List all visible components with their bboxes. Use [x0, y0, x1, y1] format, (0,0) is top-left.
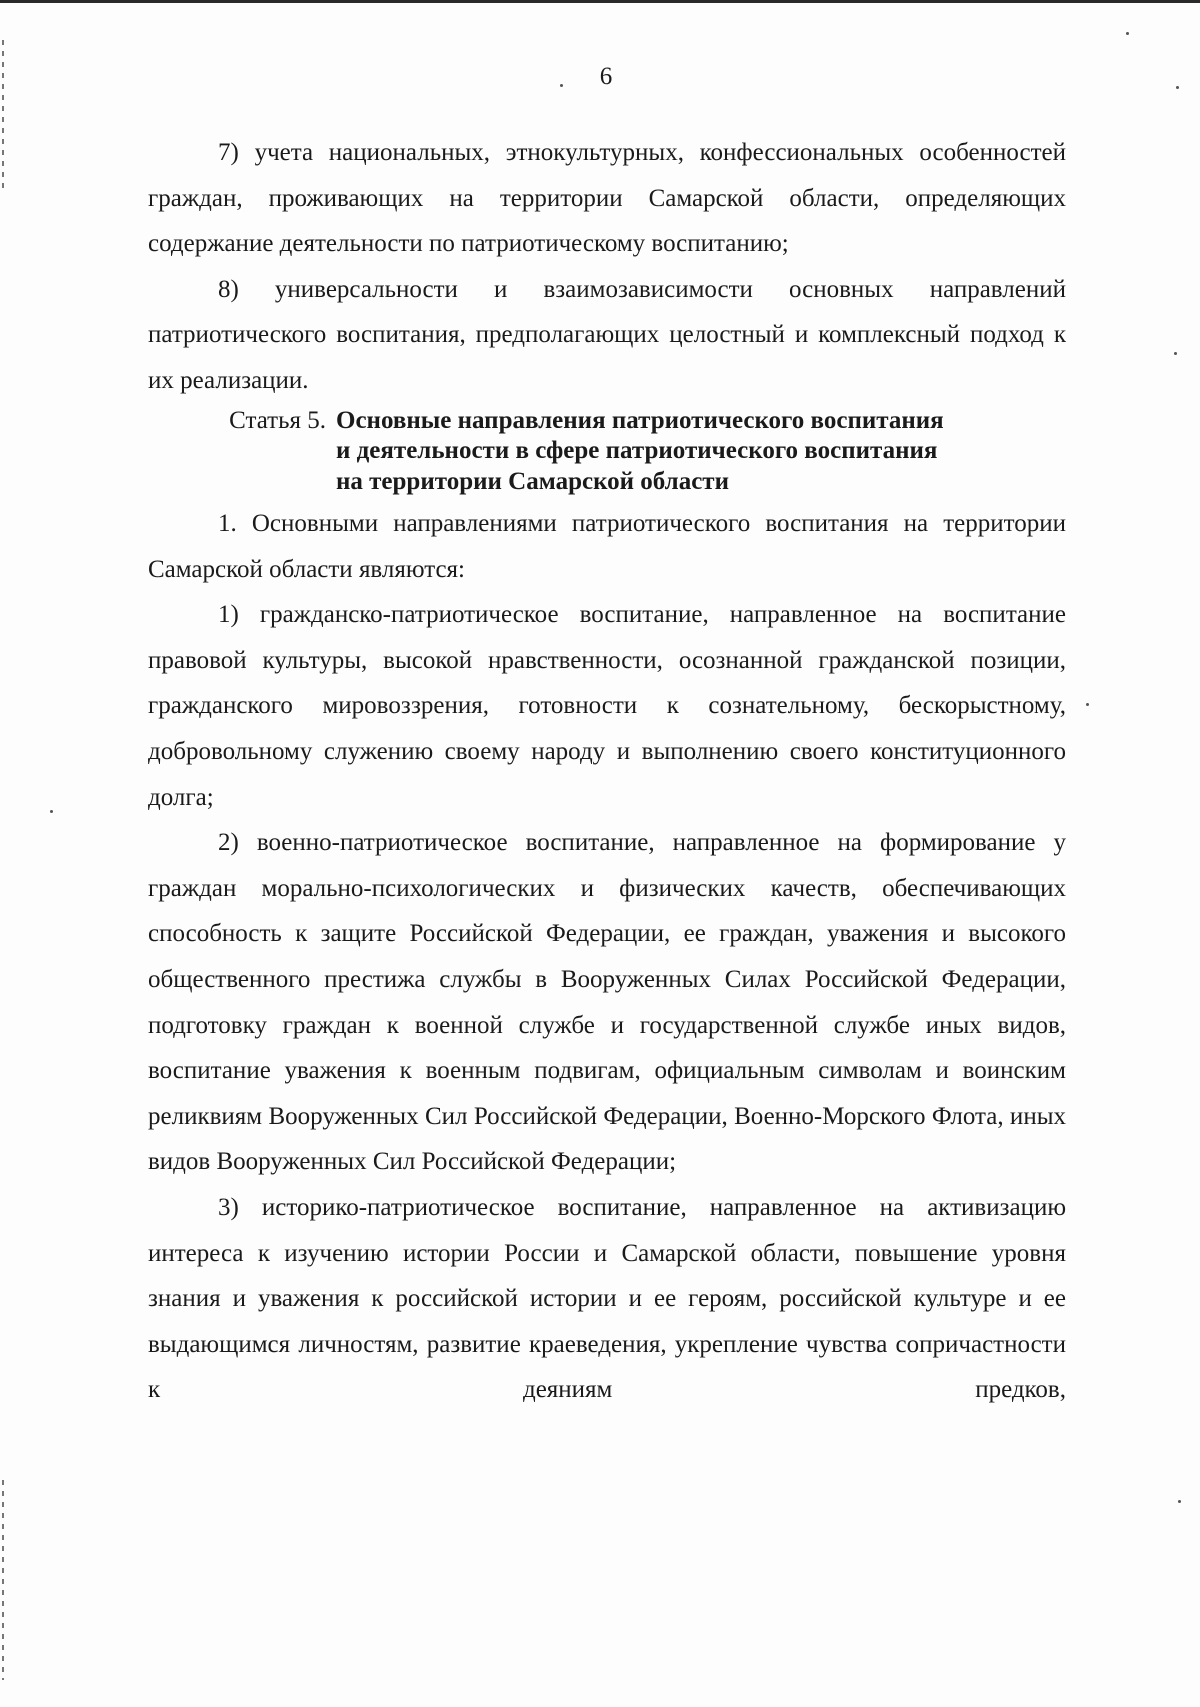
list-item-8: 8) универсальности и взаимозависимости основных направлений патриотического воспитания, предполагающих целостный и комплексный подход к их реализации. [148, 275, 1066, 394]
article-title-line: на территории Самарской области [336, 467, 729, 495]
direction-civic-patriotic: 1) гражданско-патриотическое воспитание, направленное на воспитание правовой культуры, высокой нравственности, осознанной гражданской позиции, гражданского мировоззрения, готовности к сознательному, бескорыстному, добровольному служению своему народу и выполнению своего конституционного долга; [148, 601, 1066, 811]
scan-speck [1178, 1500, 1181, 1503]
list-item-7: 7) учета национальных, этнокультурных, конфессиональных особенностей граждан, проживающих на территории Самарской области, определяющих содержание деятельности по патриотическому воспитанию; [148, 139, 1066, 258]
article-label: Статья 5. [229, 406, 326, 434]
clause-1: 1. Основными направлениями патриотического воспитания на территории Самарской области являются: [148, 510, 1066, 583]
article-title-line: и деятельности в сфере патриотического воспитания [336, 437, 938, 465]
scan-edge-artifact [2, 1480, 4, 1680]
article-heading [148, 406, 1066, 498]
direction-military-patriotic: 2) военно-патриотическое воспитание, направленное на формирование у граждан морально-психологических и физических качеств, обеспечивающих способность к защите Российской Федерации, ее граждан, уважения и высокого общественного престижа службы в Вооруженных Силах Российской Федерации, подготовку граждан к военной службе и государственной службе иных видов, воспитание уважения к военным подвигам, официальным символам и воинским реликвиям Вооруженных Сил Российской Федерации, Военно-Морского Флота, иных видов Вооруженных Сил Российской Федерации; [148, 829, 1066, 1176]
page-number: 6 [599, 63, 613, 90]
article-title-line: Основные направления патриотического воспитания [336, 406, 944, 434]
document-body [148, 130, 1066, 1413]
article-title [336, 406, 1066, 498]
direction-historical-patriotic: 3) историко-патриотическое воспитание, направленное на активизацию интереса к изучению истории России и Самарской области, повышение уровня знания и уважения к российской истории и ее героям, российской культуре и ее выдающимся личностям, развитие краеведения, укрепление чувства сопричастности к деяниям предков, [148, 1193, 1066, 1404]
top-border-line [0, 0, 1200, 3]
scan-speck [1174, 352, 1177, 355]
scan-speck [50, 810, 53, 813]
scan-speck [1086, 703, 1089, 706]
scan-speck [1126, 32, 1129, 35]
